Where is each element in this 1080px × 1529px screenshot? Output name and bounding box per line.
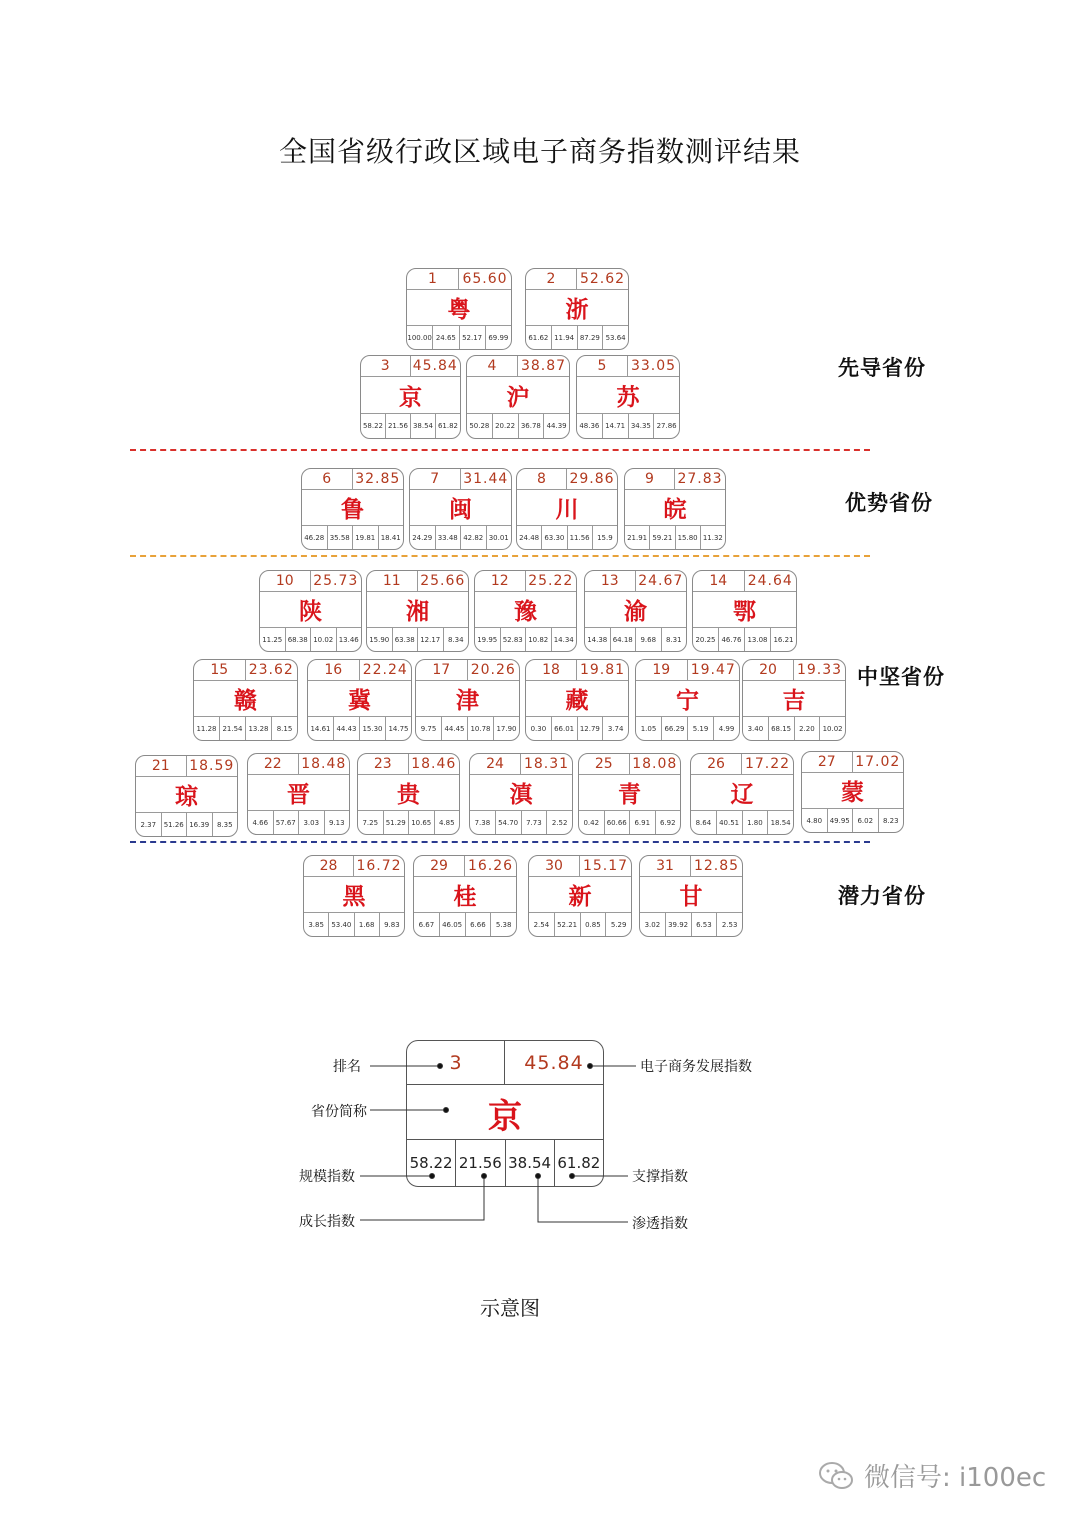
card-sub-index: 87.29 <box>578 326 604 349</box>
card-rank: 11 <box>367 571 418 591</box>
card-rank: 10 <box>260 571 311 591</box>
card-score: 52.62 <box>579 270 626 287</box>
card-sub-index: 6.02 <box>853 809 879 832</box>
watermark-text: 微信号: i100ec <box>864 1463 1047 1493</box>
card-abbr: 京 <box>399 383 422 411</box>
card-sub-index: 15.80 <box>676 526 701 549</box>
card-rank: 22 <box>248 754 299 774</box>
card-sub-index: 18.41 <box>380 533 401 542</box>
card-rank: 14 <box>693 571 745 591</box>
card-score: 15.17 <box>582 857 629 874</box>
card-rank: 24 <box>470 754 521 774</box>
card-sub-index: 19.81 <box>353 526 379 549</box>
card-sub-index: 8.64 <box>691 811 717 834</box>
card-score: 19.81 <box>579 661 626 678</box>
diagram-caption: 示意图 <box>480 1296 540 1320</box>
card-sub-index: 7.73 <box>522 811 548 834</box>
card-score: 18.08 <box>632 755 678 772</box>
card-abbr: 蒙 <box>841 778 864 806</box>
card-sub-index: 9.13 <box>328 818 345 827</box>
card-abbr: 粤 <box>447 295 471 323</box>
card-abbr: 辽 <box>730 780 754 808</box>
card-sub-index: 68.38 <box>286 628 312 651</box>
card-sub-index: 6.91 <box>630 811 656 834</box>
card-sub-index: 8.35 <box>216 820 233 829</box>
card-rank: 29 <box>414 856 465 876</box>
card-rank: 15 <box>194 660 246 680</box>
card-abbr: 晋 <box>287 780 310 808</box>
card-rank: 23 <box>358 754 409 774</box>
card-score: 24.67 <box>638 572 684 589</box>
card-sub-index: 13.08 <box>745 628 771 651</box>
card-sub-index: 40.51 <box>717 811 743 834</box>
card-score: 16.26 <box>467 857 514 874</box>
card-sub-index: 2.53 <box>721 920 738 929</box>
card-sub-index: 14.71 <box>603 414 629 438</box>
card-sub-index: 51.26 <box>162 813 188 836</box>
card-sub-index: 14.61 <box>308 717 334 740</box>
card-score: 18.31 <box>523 755 570 772</box>
legend-sub-penetration: 38.54 <box>506 1140 555 1186</box>
card-rank: 25 <box>579 754 630 774</box>
card-sub-index: 3.03 <box>299 811 325 834</box>
card-rank: 13 <box>585 571 636 591</box>
card-score: 45.84 <box>412 358 458 375</box>
card-score: 18.59 <box>189 757 235 774</box>
card-sub-index: 33.48 <box>436 526 462 549</box>
card-abbr: 皖 <box>663 495 687 523</box>
card-sub-index: 3.02 <box>640 913 666 936</box>
card-rank: 19 <box>636 660 688 680</box>
card-rank: 4 <box>467 356 518 376</box>
legend-label-support: 支撑指数 <box>632 1169 688 1185</box>
card-score: 25.66 <box>420 572 466 589</box>
card-abbr: 琼 <box>175 782 198 810</box>
card-sub-index: 21.54 <box>220 717 246 740</box>
card-abbr: 苏 <box>616 383 640 411</box>
card-sub-index: 64.18 <box>611 628 637 651</box>
card-sub-index: 46.28 <box>302 526 328 549</box>
card-sub-index: 4.66 <box>248 811 274 834</box>
legend-sub-growth: 21.56 <box>456 1140 505 1186</box>
legend-label-scale: 规模指数 <box>299 1169 355 1185</box>
card-abbr: 冀 <box>348 686 371 714</box>
card-abbr: 豫 <box>514 597 537 625</box>
card-sub-index: 11.94 <box>552 326 578 349</box>
card-sub-index: 0.85 <box>581 913 607 936</box>
card-sub-index: 5.29 <box>610 920 627 929</box>
card-sub-index: 2.52 <box>551 818 568 827</box>
card-sub-index: 14.34 <box>553 635 574 644</box>
card-sub-index: 51.29 <box>384 811 410 834</box>
card-sub-index: 9.83 <box>384 920 400 929</box>
card-abbr: 渝 <box>624 597 647 625</box>
card-sub-index: 14.38 <box>585 628 611 651</box>
card-sub-index: 9.75 <box>416 717 442 740</box>
card-sub-index: 0.30 <box>526 717 552 740</box>
card-sub-index: 15.9 <box>597 533 613 542</box>
card-sub-index: 10.65 <box>409 811 435 834</box>
card-sub-index: 20.25 <box>693 628 719 651</box>
card-sub-index: 6.67 <box>414 913 440 936</box>
card-sub-index: 1.05 <box>636 717 662 740</box>
card-sub-index: 13.46 <box>338 635 359 644</box>
card-sub-index: 11.28 <box>194 717 220 740</box>
card-sub-index: 11.32 <box>702 533 723 542</box>
card-sub-index: 35.58 <box>328 526 354 549</box>
card-score: 24.64 <box>747 572 793 589</box>
card-sub-index: 10.02 <box>822 724 843 733</box>
card-score: 38.87 <box>520 358 567 375</box>
card-sub-index: 66.01 <box>552 717 578 740</box>
card-sub-index: 61.82 <box>437 422 459 431</box>
tier-label-core: 中坚省份 <box>857 664 945 689</box>
card-sub-index: 44.45 <box>442 717 468 740</box>
card-score: 25.73 <box>313 572 359 589</box>
card-score: 65.60 <box>462 270 508 287</box>
card-sub-index: 36.78 <box>519 414 545 438</box>
legend-label-abbr: 省份简称 <box>311 1104 367 1120</box>
legend-sub-scale: 58.22 <box>407 1140 456 1186</box>
card-sub-index: 34.35 <box>629 414 655 438</box>
card-abbr: 贵 <box>397 780 420 808</box>
card-score: 20.26 <box>470 661 516 678</box>
card-sub-index: 68.15 <box>769 717 795 740</box>
card-sub-index: 60.66 <box>605 811 631 834</box>
card-sub-index: 10.02 <box>311 628 337 651</box>
card-abbr: 陕 <box>299 597 322 625</box>
card-sub-index: 61.62 <box>526 326 552 349</box>
card-sub-index: 19.95 <box>475 628 501 651</box>
card-sub-index: 6.92 <box>659 818 676 827</box>
card-sub-index: 4.80 <box>802 809 828 832</box>
card-sub-index: 57.67 <box>274 811 300 834</box>
card-sub-index: 44.39 <box>546 422 567 431</box>
card-sub-index: 53.40 <box>329 913 354 936</box>
legend-rank: 3 <box>407 1041 505 1084</box>
card-score: 31.44 <box>463 470 509 487</box>
card-rank: 30 <box>529 856 580 876</box>
card-rank: 1 <box>407 269 459 289</box>
watermark <box>818 1457 1046 1494</box>
card-abbr: 湘 <box>406 597 429 625</box>
leader-penetration <box>538 1176 628 1222</box>
card-abbr: 鲁 <box>341 495 364 523</box>
card-sub-index: 11.25 <box>260 628 286 651</box>
card-score: 17.02 <box>855 753 901 770</box>
card-sub-index: 52.21 <box>555 913 581 936</box>
card-rank: 8 <box>517 469 567 489</box>
card-rank: 26 <box>691 754 742 774</box>
card-abbr: 滇 <box>509 780 533 808</box>
card-score: 19.47 <box>690 661 736 678</box>
card-sub-index: 21.56 <box>386 414 411 438</box>
card-sub-index: 16.39 <box>187 813 213 836</box>
card-sub-index: 10.78 <box>468 717 494 740</box>
card-sub-index: 3.85 <box>304 913 329 936</box>
card-sub-index: 63.30 <box>542 526 567 549</box>
leader-growth <box>360 1176 484 1220</box>
card-score: 18.48 <box>301 755 347 772</box>
legend-sub-support: 61.82 <box>557 1154 601 1172</box>
card-sub-index: 21.91 <box>625 526 650 549</box>
card-sub-index: 52.17 <box>460 326 486 349</box>
card-sub-index: 5.19 <box>688 717 714 740</box>
legend-label-rank: 排名 <box>333 1059 361 1075</box>
card-abbr: 浙 <box>565 295 589 323</box>
card-sub-index: 44.43 <box>334 717 360 740</box>
card-rank: 28 <box>304 856 354 876</box>
legend-abbr: 京 <box>488 1096 522 1137</box>
card-rank: 21 <box>136 756 187 776</box>
card-abbr: 藏 <box>565 686 589 714</box>
card-score: 29.86 <box>569 470 615 487</box>
card-sub-index: 1.80 <box>743 811 769 834</box>
card-sub-index: 48.36 <box>577 414 603 438</box>
card-abbr: 宁 <box>676 686 699 714</box>
card-score: 17.22 <box>744 755 791 772</box>
card-rank: 18 <box>526 660 577 680</box>
card-rank: 20 <box>743 660 794 680</box>
card-score: 22.24 <box>362 661 408 678</box>
card-sub-index: 2.37 <box>136 813 162 836</box>
tier-label-leading: 先导省份 <box>838 355 926 380</box>
card-sub-index: 18.54 <box>770 818 791 827</box>
card-sub-index: 16.21 <box>773 635 794 644</box>
card-sub-index: 39.92 <box>666 913 692 936</box>
tier-label-advantage: 优势省份 <box>845 490 933 515</box>
card-sub-index: 4.99 <box>718 724 735 733</box>
card-score: 18.46 <box>411 755 457 772</box>
card-sub-index: 20.22 <box>493 414 519 438</box>
card-score: 32.85 <box>355 470 401 487</box>
card-score: 12.85 <box>693 857 740 874</box>
legend-label-score: 电子商务发展指数 <box>640 1059 752 1075</box>
card-sub-index: 50.28 <box>467 414 493 438</box>
card-sub-index: 24.48 <box>517 526 542 549</box>
card-rank: 6 <box>302 469 353 489</box>
card-sub-index: 15.30 <box>360 717 386 740</box>
card-sub-index: 8.31 <box>665 635 682 644</box>
card-abbr: 新 <box>568 882 592 910</box>
card-sub-index: 12.17 <box>418 628 444 651</box>
card-sub-index: 12.79 <box>578 717 604 740</box>
card-rank: 12 <box>475 571 526 591</box>
card-sub-index: 42.82 <box>461 526 487 549</box>
card-sub-index: 30.01 <box>488 533 509 542</box>
card-score: 25.22 <box>528 572 574 589</box>
card-sub-index: 69.99 <box>488 333 509 342</box>
card-abbr: 吉 <box>782 686 806 714</box>
card-abbr: 青 <box>618 780 641 808</box>
card-sub-index: 46.76 <box>719 628 745 651</box>
card-sub-index: 5.38 <box>495 920 512 929</box>
card-sub-index: 59.21 <box>650 526 675 549</box>
card-sub-index: 4.85 <box>438 818 455 827</box>
card-sub-index: 53.64 <box>605 333 626 342</box>
card-rank: 2 <box>526 269 577 289</box>
card-score: 33.05 <box>630 358 677 375</box>
card-sub-index: 8.15 <box>276 724 293 733</box>
card-rank: 3 <box>361 356 411 376</box>
card-sub-index: 17.90 <box>496 724 517 733</box>
card-rank: 9 <box>625 469 675 489</box>
card-sub-index: 2.20 <box>795 717 821 740</box>
card-sub-index: 3.40 <box>743 717 769 740</box>
card-abbr: 赣 <box>234 686 257 714</box>
card-sub-index: 66.29 <box>662 717 688 740</box>
card-sub-index: 27.86 <box>656 422 677 431</box>
card-sub-index: 49.95 <box>828 809 854 832</box>
tier-label-potential: 潜力省份 <box>838 883 926 908</box>
card-abbr: 鄂 <box>733 597 756 625</box>
card-rank: 31 <box>640 856 691 876</box>
card-sub-index: 11.56 <box>568 526 593 549</box>
card-sub-index: 3.74 <box>607 724 624 733</box>
card-score: 27.83 <box>677 470 723 487</box>
card-sub-index: 100.00 <box>407 326 433 349</box>
card-sub-index: 9.68 <box>636 628 662 651</box>
card-abbr: 沪 <box>506 383 530 411</box>
card-abbr: 津 <box>456 686 479 714</box>
card-sub-index: 8.23 <box>882 816 899 825</box>
card-rank: 5 <box>577 356 628 376</box>
card-abbr: 闽 <box>449 495 472 523</box>
wechat-icon <box>818 1461 854 1491</box>
card-rank: 16 <box>308 660 360 680</box>
card-sub-index: 8.34 <box>447 635 464 644</box>
card-abbr: 黑 <box>342 882 366 910</box>
card-sub-index: 1.68 <box>355 913 380 936</box>
card-sub-index: 2.54 <box>529 913 555 936</box>
card-sub-index: 46.05 <box>440 913 466 936</box>
card-sub-index: 38.54 <box>411 414 436 438</box>
card-sub-index: 54.70 <box>496 811 522 834</box>
card-sub-index: 58.22 <box>361 414 386 438</box>
card-rank: 7 <box>410 469 461 489</box>
card-sub-index: 24.29 <box>410 526 436 549</box>
card-sub-index: 6.66 <box>466 913 492 936</box>
card-sub-index: 24.65 <box>433 326 459 349</box>
legend-label-growth: 成长指数 <box>299 1214 355 1230</box>
card-sub-index: 63.38 <box>393 628 419 651</box>
card-sub-index: 7.25 <box>358 811 384 834</box>
card-score: 16.72 <box>356 857 402 874</box>
card-abbr: 川 <box>555 495 579 523</box>
page-title: 全国省级行政区域电子商务指数测评结果 <box>278 135 801 168</box>
card-sub-index: 10.82 <box>526 628 552 651</box>
card-abbr: 桂 <box>453 882 477 910</box>
legend-score: 45.84 <box>524 1051 584 1074</box>
card-abbr: 甘 <box>679 882 703 910</box>
card-sub-index: 13.28 <box>246 717 272 740</box>
legend-label-penetration: 渗透指数 <box>632 1216 688 1232</box>
card-sub-index: 7.38 <box>470 811 496 834</box>
card-score: 19.33 <box>796 661 843 678</box>
card-sub-index: 0.42 <box>579 811 605 834</box>
card-rank: 27 <box>802 752 853 772</box>
card-sub-index: 6.53 <box>692 913 718 936</box>
card-sub-index: 52.83 <box>501 628 527 651</box>
card-rank: 17 <box>416 660 468 680</box>
card-sub-index: 14.75 <box>388 724 409 733</box>
card-score: 23.62 <box>248 661 294 678</box>
card-sub-index: 15.90 <box>367 628 393 651</box>
